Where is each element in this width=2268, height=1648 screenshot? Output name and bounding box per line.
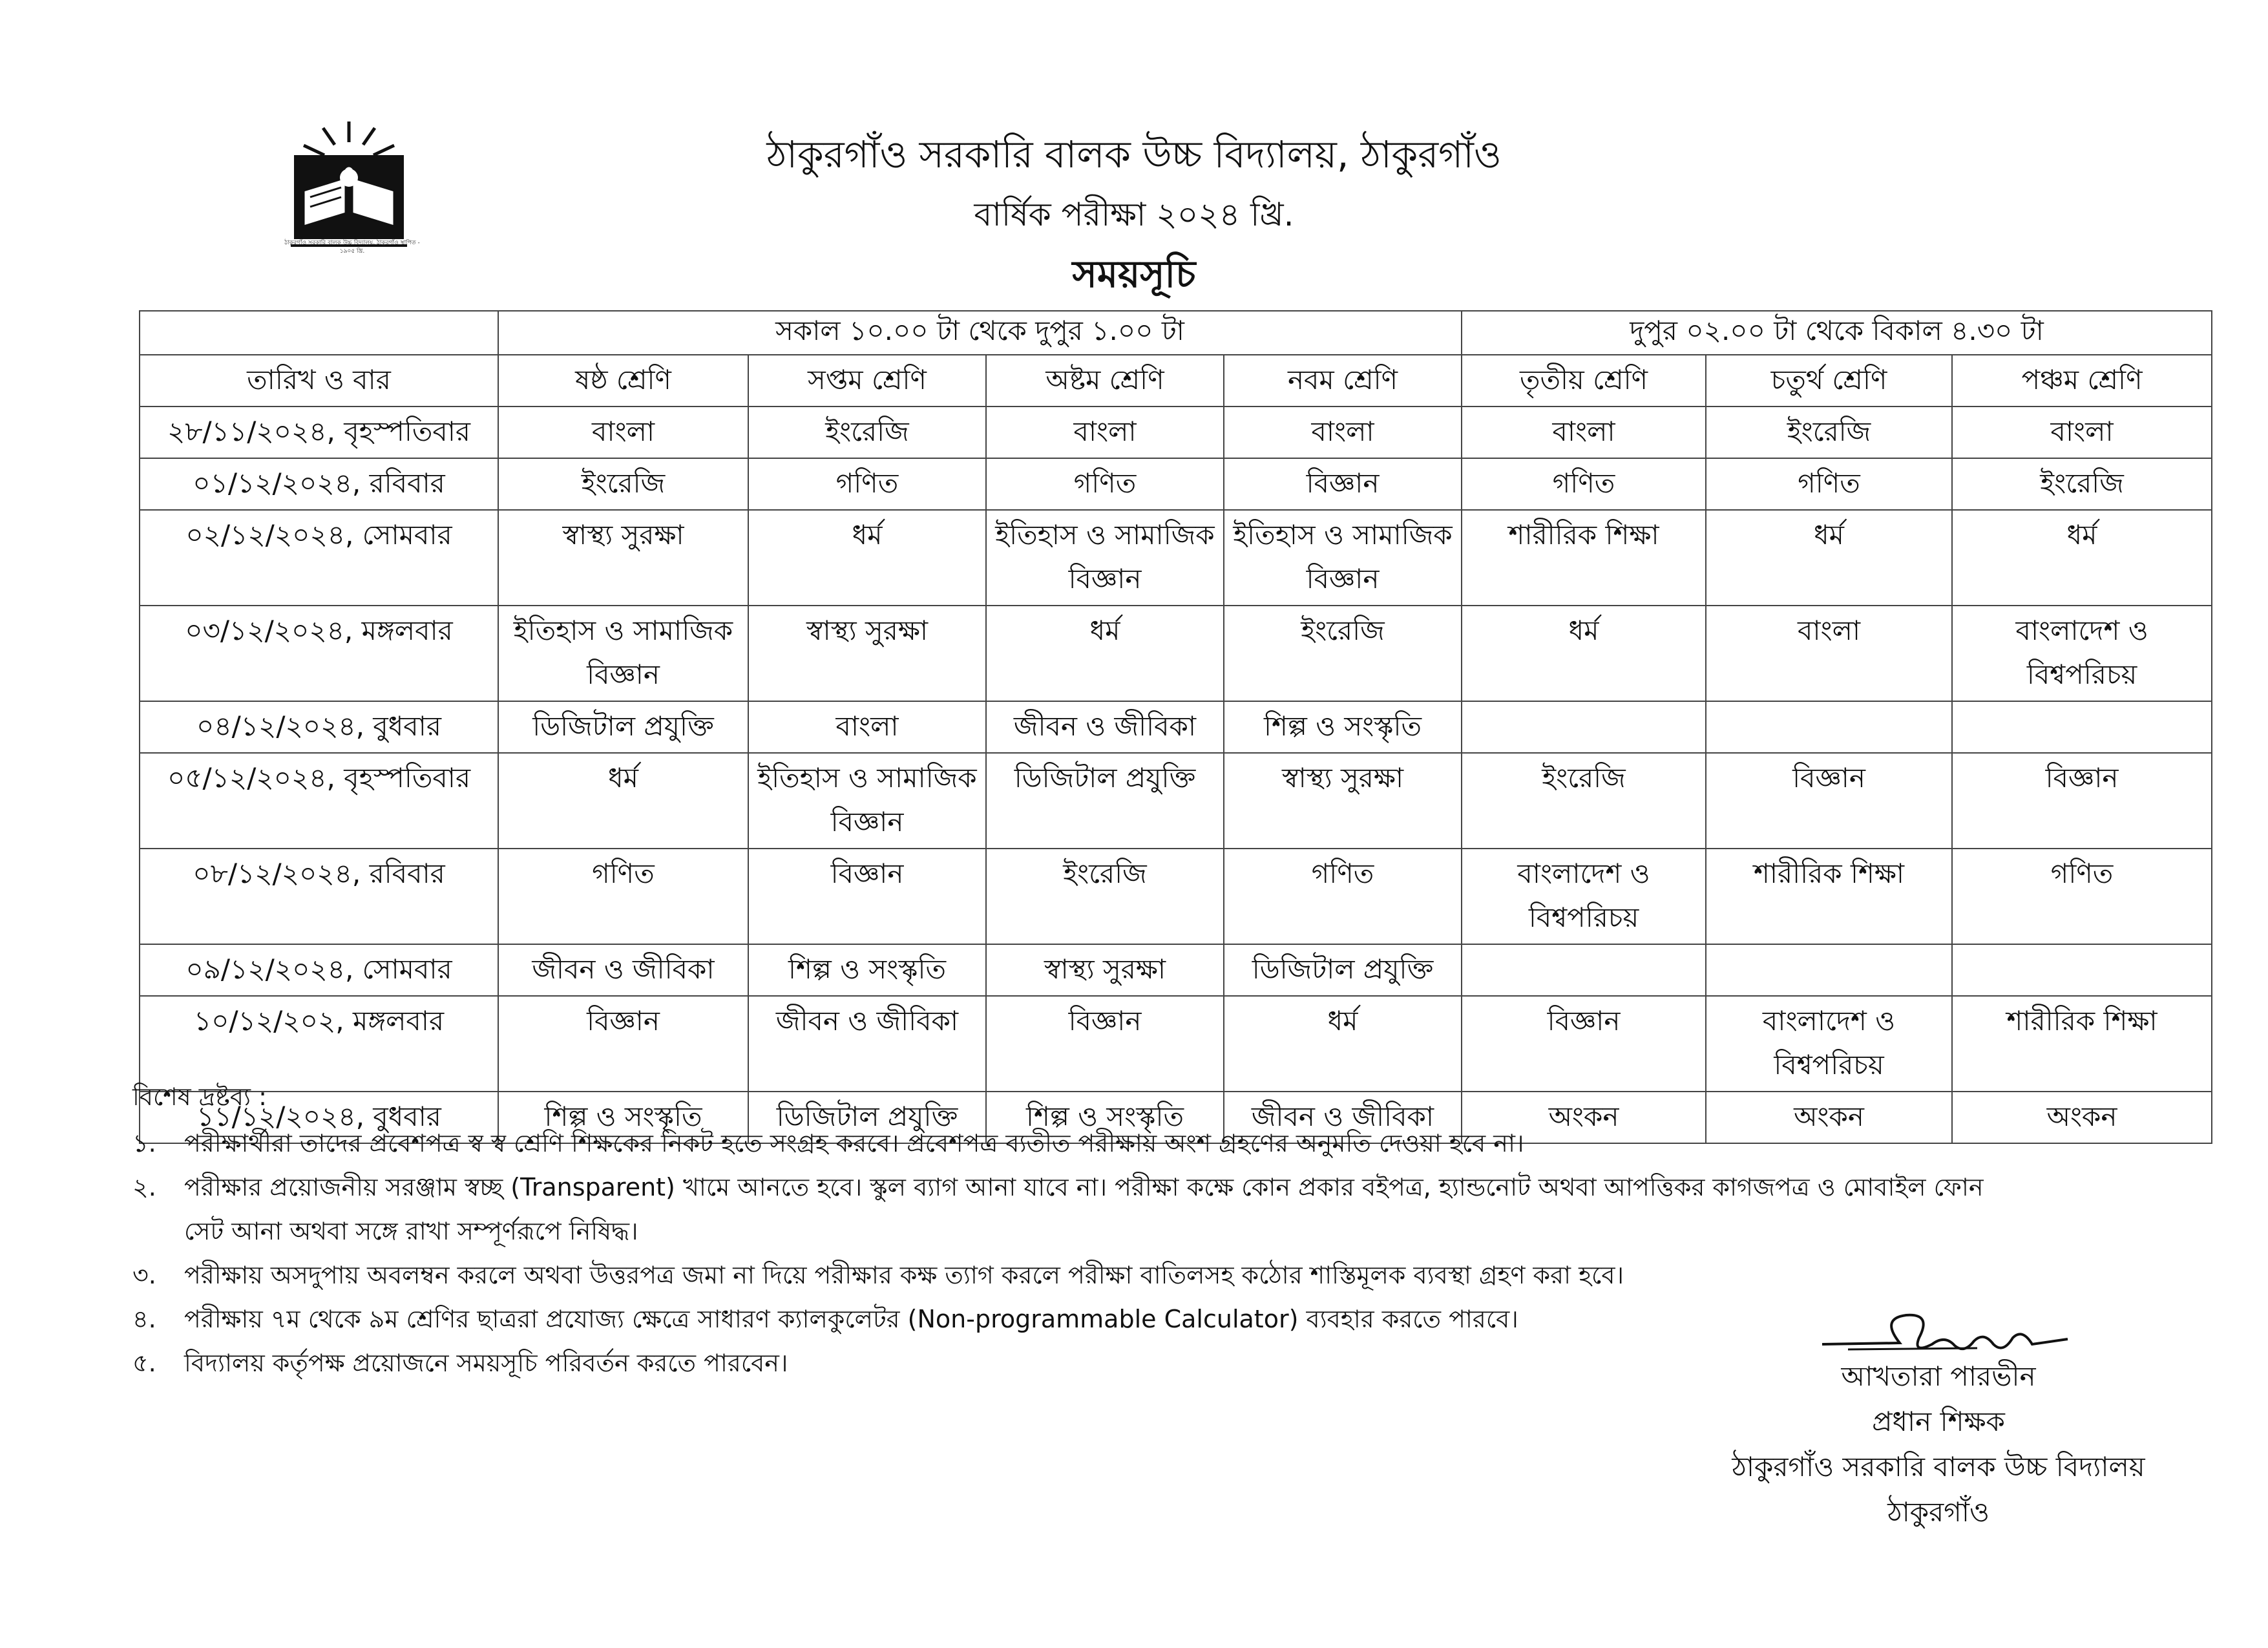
subject-cell: অংকন	[1952, 1092, 2212, 1143]
subject-cell: বিজ্ঞান	[1462, 996, 1706, 1092]
school-title: ঠাকুরগাঁও সরকারি বালক উচ্চ বিদ্যালয়, ঠাকুরগাঁও	[766, 132, 1502, 176]
note-text: পরীক্ষায় অসদুপায় অবলম্বন করলে অথবা উত্তরপত্র জমা না দিয়ে পরীক্ষার কক্ষ ত্যাগ করলে পরীক্ষা বাতিলসহ কঠোর শাস্তিমূলক ব্যবস্থা গ্রহণ করা হবে।	[184, 1261, 1624, 1289]
subject-cell: জীবন ও জীবিকা	[498, 944, 748, 996]
subject-cell: স্বাস্থ্য সুরক্ষা	[986, 944, 1224, 996]
subject-cell: বাংলা	[986, 407, 1224, 458]
blank-header-cell	[140, 311, 498, 355]
note-number: ১.	[132, 1129, 156, 1157]
subject-cell: ধর্ম	[1706, 510, 1952, 606]
class-column-header: তৃতীয় শ্রেণি	[1462, 355, 1706, 407]
note-text: পরীক্ষায় ৭ম থেকে ৯ম শ্রেণির ছাত্ররা প্রযোজ্য ক্ষেত্রে সাধারণ ক্যালকুলেটর (Non-programmable Calculator) ব্যবহার করতে পারবে।	[184, 1305, 1518, 1333]
subject-cell: বাংলা	[1706, 606, 1952, 701]
note-text: পরীক্ষার্থীরা তাদের প্রবেশপত্র স্ব স্ব শ্রেণি শিক্ষকের নিকট হতে সংগ্রহ করবে। প্রবেশপত্র ব্যতীত পরীক্ষায় অংশ গ্রহণের অনুমতি দেওয়া হবে না।	[184, 1129, 1524, 1157]
subject-cell: ডিজিটাল প্রযুক্তি	[1224, 944, 1462, 996]
subject-cell: গণিত	[1706, 458, 1952, 510]
subject-cell	[1706, 701, 1952, 753]
exam-title: বার্ষিক পরীক্ষা ২০২৪ খ্রি.	[974, 196, 1294, 233]
table-row	[140, 458, 2212, 510]
note-number: ৩.	[132, 1261, 156, 1289]
subject-cell: বিজ্ঞান	[1952, 753, 2212, 849]
date-cell: ০৯/১২/২০২৪, সোমবার	[140, 944, 498, 996]
date-cell: ২৮/১১/২০২৪, বৃহস্পতিবার	[140, 407, 498, 458]
class-column-header: ষষ্ঠ শ্রেণি	[498, 355, 748, 407]
subject-cell: ধর্ম	[1224, 996, 1462, 1092]
subject-cell: ধর্ম	[498, 753, 748, 849]
class-column-header: সপ্তম শ্রেণি	[748, 355, 986, 407]
subject-cell: বিজ্ঞান	[748, 849, 986, 944]
logo-caption: ঠাকুরগাঁও সরকারি বালক উচ্চ বিদ্যালয়, ঠাকুরগাঁও স্থাপিত - ১৯০৫ খ্রি.	[284, 240, 420, 255]
subject-cell: স্বাস্থ্য সুরক্ষা	[498, 510, 748, 606]
subject-cell: বিজ্ঞান	[986, 996, 1224, 1092]
schedule-title: সময়সূচি	[1072, 252, 1196, 296]
note-item	[132, 1297, 2006, 1341]
table-row	[140, 849, 2212, 944]
subject-cell: ডিজিটাল প্রযুক্তি	[986, 753, 1224, 849]
subject-cell: ধর্ম	[748, 510, 986, 606]
note-number: ২.	[132, 1173, 156, 1201]
date-cell: ১১/১২/২০২৪, বুধবার	[140, 1092, 498, 1143]
table-row	[140, 701, 2212, 753]
subject-cell: ইংরেজি	[1224, 606, 1462, 701]
signer-place: ঠাকুরগাঁও	[1887, 1496, 1990, 1528]
date-cell: ০২/১২/২০২৪, সোমবার	[140, 510, 498, 606]
note-item	[132, 1121, 2006, 1165]
note-item	[132, 1253, 2006, 1297]
note-number: ৫.	[132, 1349, 156, 1377]
subject-cell	[1462, 944, 1706, 996]
subject-cell: ধর্ম	[1952, 510, 2212, 606]
subject-cell: ইংরেজি	[1706, 407, 1952, 458]
table-row	[140, 606, 2212, 701]
subject-cell: বিজ্ঞান	[1706, 753, 1952, 849]
subject-cell: ইংরেজি	[986, 849, 1224, 944]
date-cell: ০৪/১২/২০২৪, বুধবার	[140, 701, 498, 753]
note-text: বিদ্যালয় কর্তৃপক্ষ প্রয়োজনে সময়সূচি পরিবর্তন করতে পারবেন।	[184, 1349, 788, 1377]
subject-cell: ইতিহাস ও সামাজিক বিজ্ঞান	[1224, 510, 1462, 606]
subject-cell: গণিত	[748, 458, 986, 510]
subject-cell: জীবন ও জীবিকা	[986, 701, 1224, 753]
table-row	[140, 510, 2212, 606]
class-column-header: চতুর্থ শ্রেণি	[1706, 355, 1952, 407]
subject-cell: বাংলাদেশ ও বিশ্বপরিচয়	[1952, 606, 2212, 701]
subject-cell: ইংরেজি	[498, 458, 748, 510]
class-column-header: নবম শ্রেণি	[1224, 355, 1462, 407]
table-row	[140, 407, 2212, 458]
subject-cell: বাংলা	[748, 701, 986, 753]
subject-cell: স্বাস্থ্য সুরক্ষা	[1224, 753, 1462, 849]
subject-cell: বাংলাদেশ ও বিশ্বপরিচয়	[1706, 996, 1952, 1092]
subject-cell: গণিত	[1224, 849, 1462, 944]
subject-cell: ডিজিটাল প্রযুক্তি	[498, 701, 748, 753]
subject-cell: স্বাস্থ্য সুরক্ষা	[748, 606, 986, 701]
subject-cell: ইংরেজি	[748, 407, 986, 458]
note-text: পরীক্ষার প্রয়োজনীয় সরঞ্জাম স্বচ্ছ (Transparent) খামে আনতে হবে। স্কুল ব্যাগ আনা যাবে না। পরীক্ষা কক্ষে কোন প্রকার বইপত্র, হ্যান্ডনোট অথবা আপত্তিকর কাগজপত্র ও মোবাইল ফোন সেট আনা অথবা সঙ্গে রাখা সম্পূর্ণরূপে নিষিদ্ধ।	[184, 1173, 1984, 1245]
subject-cell: অংকন	[1706, 1092, 1952, 1143]
subject-cell: ইতিহাস ও সামাজিক বিজ্ঞান	[986, 510, 1224, 606]
note-number: ৪.	[132, 1305, 156, 1333]
date-column-header: তারিখ ও বার	[140, 355, 498, 407]
subject-cell: ইতিহাস ও সামাজিক বিজ্ঞান	[748, 753, 986, 849]
signer-block	[1615, 1354, 2262, 1535]
subject-cell: বাংলা	[1952, 407, 2212, 458]
subject-cell: শিল্প ও সংস্কৃতি	[1224, 701, 1462, 753]
subject-cell: শিল্প ও সংস্কৃতি	[986, 1092, 1224, 1143]
class-column-header: অষ্টম শ্রেণি	[986, 355, 1224, 407]
date-cell: ০৫/১২/২০২৪, বৃহস্পতিবার	[140, 753, 498, 849]
notes-heading: বিশেষ দ্রষ্টব্য :	[132, 1083, 267, 1111]
subject-cell: গণিত	[498, 849, 748, 944]
subject-cell: বিজ্ঞান	[1224, 458, 1462, 510]
subject-cell	[1706, 944, 1952, 996]
date-cell: ১০/১২/২০২, মঙ্গলবার	[140, 996, 498, 1092]
subject-cell: বাংলা	[1224, 407, 1462, 458]
subject-cell	[1952, 701, 2212, 753]
session-header-row	[140, 311, 2212, 355]
subject-cell: ডিজিটাল প্রযুক্তি	[748, 1092, 986, 1143]
notes-list	[132, 1121, 2006, 1385]
exam-routine-table	[139, 310, 2212, 1144]
table-row	[140, 944, 2212, 996]
subject-cell	[1462, 701, 1706, 753]
subject-cell: শিল্প ও সংস্কৃতি	[748, 944, 986, 996]
date-cell: ০১/১২/২০২৪, রবিবার	[140, 458, 498, 510]
table-row	[140, 753, 2212, 849]
signer-institution: ঠাকুরগাঁও সরকারি বালক উচ্চ বিদ্যালয়	[1732, 1451, 2145, 1483]
column-header-row	[140, 355, 2212, 407]
subject-cell: শারীরিক শিক্ষা	[1952, 996, 2212, 1092]
morning-session-header: সকাল ১০.০০ টা থেকে দুপুর ১.০০ টা	[498, 311, 1462, 355]
subject-cell: জীবন ও জীবিকা	[748, 996, 986, 1092]
subject-cell	[1952, 944, 2212, 996]
subject-cell: শারীরিক শিক্ষা	[1462, 510, 1706, 606]
subject-cell: বাংলা	[1462, 407, 1706, 458]
subject-cell: জীবন ও জীবিকা	[1224, 1092, 1462, 1143]
subject-cell: অংকন	[1462, 1092, 1706, 1143]
subject-cell: ইংরেজি	[1462, 753, 1706, 849]
date-cell: ০৮/১২/২০২৪, রবিবার	[140, 849, 498, 944]
subject-cell: ইংরেজি	[1952, 458, 2212, 510]
signer-name: আখতারা পারভীন	[1841, 1360, 2036, 1392]
routine-body	[140, 407, 2212, 1143]
subject-cell: শিল্প ও সংস্কৃতি	[498, 1092, 748, 1143]
afternoon-session-header: দুপুর ০২.০০ টা থেকে বিকাল ৪.৩০ টা	[1462, 311, 2212, 355]
subject-cell: শারীরিক শিক্ষা	[1706, 849, 1952, 944]
signer-designation: প্রধান শিক্ষক	[1872, 1406, 2005, 1437]
subject-cell: বাংলাদেশ ও বিশ্বপরিচয়	[1462, 849, 1706, 944]
subject-cell: গণিত	[1462, 458, 1706, 510]
subject-cell: গণিত	[986, 458, 1224, 510]
class-column-header: পঞ্চম শ্রেণি	[1952, 355, 2212, 407]
table-row	[140, 996, 2212, 1092]
subject-cell: ধর্ম	[986, 606, 1224, 701]
subject-cell: গণিত	[1952, 849, 2212, 944]
subject-cell: ইতিহাস ও সামাজিক বিজ্ঞান	[498, 606, 748, 701]
subject-cell: বিজ্ঞান	[498, 996, 748, 1092]
subject-cell: বাংলা	[498, 407, 748, 458]
date-cell: ০৩/১২/২০২৪, মঙ্গলবার	[140, 606, 498, 701]
note-item	[132, 1165, 2006, 1253]
subject-cell: ধর্ম	[1462, 606, 1706, 701]
